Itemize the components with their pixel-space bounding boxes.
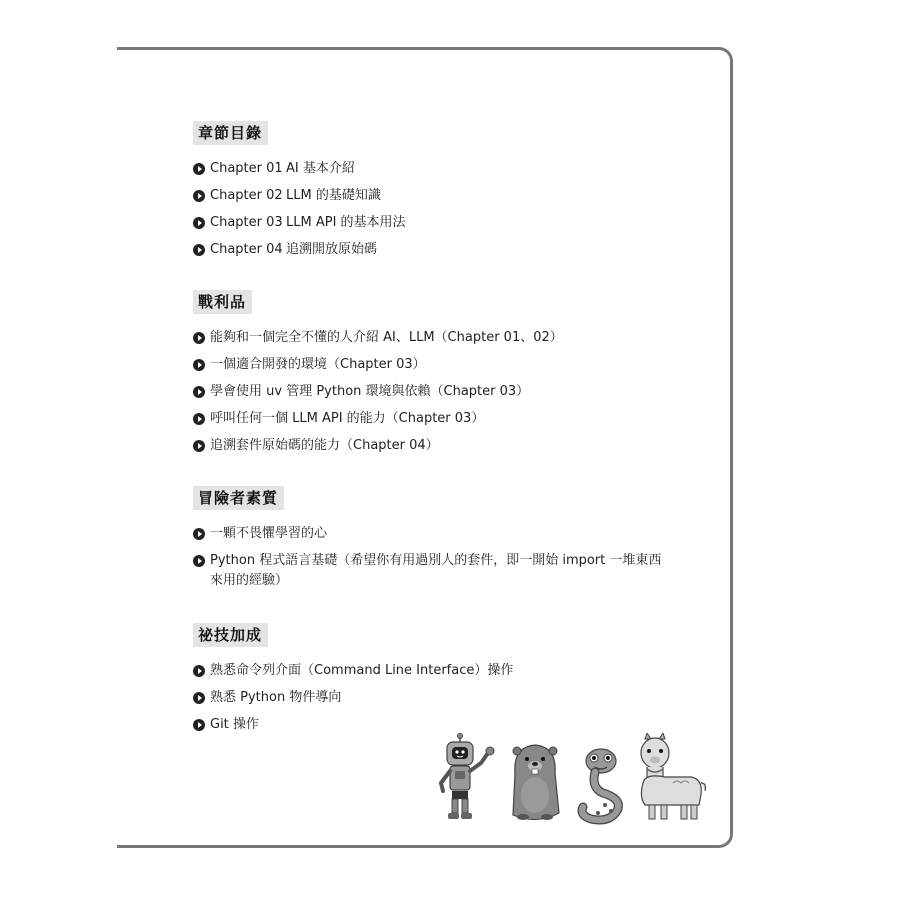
section-rewards: [193, 290, 563, 456]
section-requirements: [193, 486, 661, 591]
rewards-list: [193, 328, 563, 456]
bullet-icon: [193, 163, 205, 175]
bullet-icon: [193, 413, 205, 425]
list-item: 一顆不畏懼學習的心: [193, 524, 661, 544]
list-item: 追溯套件原始碼的能力（Chapter 04）: [193, 436, 563, 456]
beaver-icon: [513, 745, 559, 820]
bullet-icon: [193, 244, 205, 256]
chapter-list: [193, 159, 406, 260]
section-title: 祕技加成: [193, 623, 268, 647]
list-item: 學會使用 uv 管理 Python 環境與依賴（Chapter 03）: [193, 382, 563, 402]
section-title: 章節目錄: [193, 121, 268, 145]
bullet-icon: [193, 332, 205, 344]
requirements-list: [193, 524, 661, 591]
list-item: Chapter 01 AI 基本介紹: [193, 159, 406, 179]
list-item: Git 操作: [193, 715, 513, 735]
bonus-list: [193, 661, 513, 735]
robot-icon: [441, 734, 494, 820]
bullet-icon: [193, 386, 205, 398]
bullet-icon: [193, 665, 205, 677]
section-title: 戰利品: [193, 290, 252, 314]
list-item: Chapter 04 追溯開放原始碼: [193, 240, 406, 260]
section-title: 冒險者素質: [193, 486, 284, 510]
section-bonus-skills: [193, 623, 513, 735]
bullet-icon: [193, 359, 205, 371]
list-item: Chapter 03 LLM API 的基本用法: [193, 213, 406, 233]
list-item: Chapter 02 LLM 的基礎知識: [193, 186, 406, 206]
list-item: 熟悉命令列介面（Command Line Interface）操作: [193, 661, 513, 681]
list-item: 一個適合開發的環境（Chapter 03）: [193, 355, 563, 375]
list-item: 熟悉 Python 物件導向: [193, 688, 513, 708]
list-item: Python 程式語言基礎（希望你有用過別人的套件，即一開始 import 一堆東西 來用的經驗）: [193, 551, 661, 591]
list-item: 呼叫任何一個 LLM API 的能力（Chapter 03）: [193, 409, 563, 429]
snake-icon: [582, 749, 618, 820]
bullet-icon: [193, 440, 205, 452]
bullet-icon: [193, 528, 205, 540]
bullet-icon: [193, 217, 205, 229]
section-chapter-list: [193, 121, 406, 260]
bullet-icon: [193, 190, 205, 202]
alpaca-icon: [641, 733, 706, 819]
mascots-illustration: [433, 733, 708, 825]
bullet-icon: [193, 692, 205, 704]
bullet-icon: [193, 719, 205, 731]
list-item: 能夠和一個完全不懂的人介紹 AI、LLM（Chapter 01、02）: [193, 328, 563, 348]
bullet-icon: [193, 555, 205, 567]
